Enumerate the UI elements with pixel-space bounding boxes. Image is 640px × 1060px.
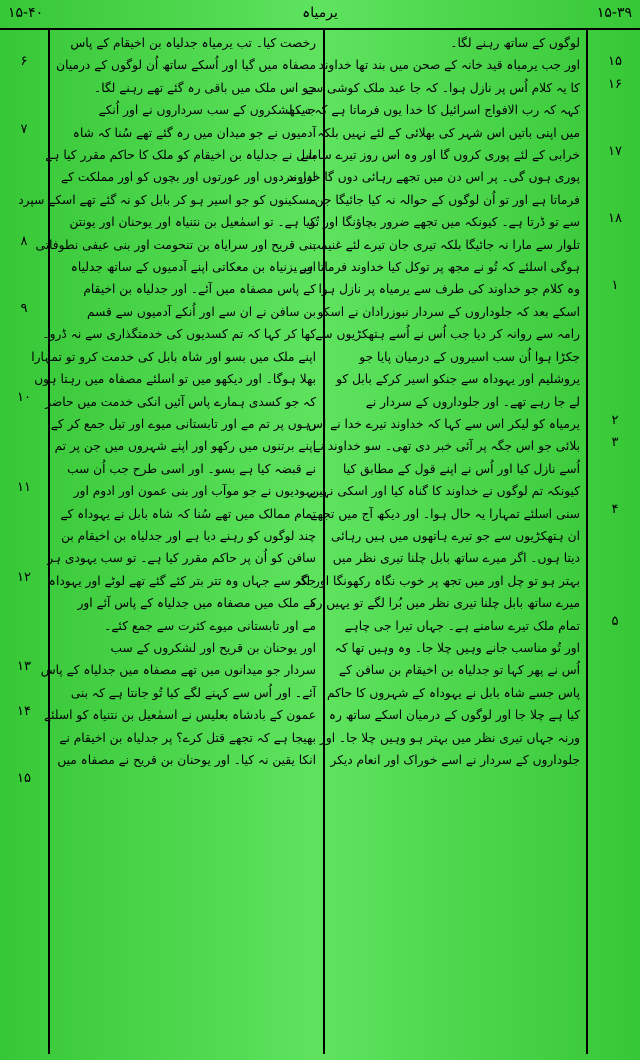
- text-line: اور مردوں اور عورتوں اور بچوں کو اور مملکت کے: [61, 170, 316, 185]
- text-line: فرماتا ہے اور تو اُن لوگوں کے حوالہ نہ کیا جائیگا جن: [314, 192, 580, 207]
- text-line: اور یزنیاہ بن معکاتی اپنے آدمیوں کے ساتھ جدلیاہ: [70, 260, 316, 275]
- verse-number: ۶: [20, 54, 28, 70]
- verse-number: ۳: [611, 435, 619, 451]
- text-line: جب لشکروں کے سب سرداروں نے اور اُنکے: [98, 103, 316, 118]
- text-line: میں اپنی باتیں اس شہر کی بھلائی کے لئے نہیں بلکہ: [317, 125, 580, 140]
- text-line: چند لوگوں کو رہنے دیا ہے اور جدلیاہ بن اخیقام بن: [61, 528, 316, 543]
- text-line: عمون کے بادشاہ بعلیس نے اسمٰعیل بن نتنیاہ کو اسلئے: [44, 708, 316, 723]
- right-chapter-range: ۱۵-۳۹: [596, 5, 632, 21]
- book-title: یرمیاہ: [302, 5, 338, 21]
- text-line: نے قبضہ کیا ہے بسو۔ اور اسی طرح جب اُن سب: [67, 461, 316, 476]
- left-verse-numbers: [4, 30, 44, 1054]
- text-line: کھا کر کہا کہ تم کسدیوں کی خدمتگذاری سے نہ ڈرو۔: [42, 327, 316, 342]
- text-line: رہوں پر تم مے اور تابستانی میوے اور تیل جمع کر کے: [50, 416, 316, 431]
- text-line: یروشلیم اور یہوداہ سے جنکو اسیر کرکے بابل کو: [336, 372, 580, 387]
- text-line: انکا یقین نہ کیا۔ اور یوحنان بن قریح نے مصفاہ میں: [57, 753, 316, 767]
- text-line: سافن کو اُن پر حاکم مقرر کیا ہے۔ تو سب یہودی ہر: [47, 551, 316, 566]
- text-line: بھیجا ہے کہ تجھے قتل کرے؟ پر جدلیاہ بن اخیقام نے: [59, 730, 316, 745]
- verse-number: ۱۴: [17, 704, 31, 719]
- text-line: بن سافن نے ان سے اور اُنکے آدمیوں سے قسم: [86, 304, 316, 319]
- text-line: سردار جو میدانوں میں تھے مصفاہ میں جدلیاہ کے پاس: [40, 663, 316, 678]
- text-line: میرے ساتھ بابل چلنا تیری نظر میں بُرا لگے تو یہیں رہ: [309, 596, 580, 611]
- text-line: مصفاہ میں گیا اور اُسکے ساتھ اُن لوگوں کے درمیان: [56, 58, 316, 73]
- text-line: لے جا رہے تھے۔ اور جلوداروں کے سردار نے: [365, 394, 580, 409]
- text-line: کے پاس مصفاہ میں آئے۔ اور جدلیاہ بن اخیقام: [83, 282, 316, 297]
- right-margin-divider: [586, 30, 588, 1054]
- text-line: اُس نے پھر کہا تو جدلیاہ بن اخیقام بن سافن کے: [338, 663, 580, 678]
- text-line: دیتا ہوں۔ اگر میرے ساتھ بابل چلنا تیری نظر میں: [332, 551, 580, 566]
- text-line: بھلا ہوگا۔ اور دیکھو میں تو اسلئے مصفاہ میں رہتا ہوں: [34, 372, 316, 387]
- right-verse-numbers: [594, 30, 636, 1054]
- text-line: جکڑا ہوا اُن سب اسیروں کے درمیان پایا جو: [359, 349, 580, 364]
- text-line: بلائی جو اس جگہ پر آئی خبر دی تھی۔ سو خداوند نے: [313, 439, 580, 454]
- verse-number: ۸: [20, 233, 28, 249]
- text-line: کا یہ کلام اُس پر نازل ہوا۔ کہ جا عبد ملک کوشی سے: [305, 80, 580, 95]
- text-line: اُسے نازل کیا اور اُس نے اپنے قول کے مطابق کیا: [343, 461, 580, 476]
- text-line: کہ جو کسدی ہمارے پاس آئیں انکی خدمت میں حاضر: [45, 394, 316, 409]
- text-line: یرمیاہ کو لیکر اس سے کہا کہ خداوند تیرے خدا نے اس: [308, 416, 580, 431]
- left-chapter-range: ۱۵-۴۰: [8, 5, 44, 21]
- verse-number: ۱۶: [608, 76, 622, 92]
- text-line: ان ہتھکڑیوں سے جو تیرے ہاتھوں میں ہیں رہائی: [331, 528, 580, 543]
- right-text-column: [287, 32, 580, 1054]
- text-line: ہوگی اسلئے کہ تُو نے مجھ پر توکل کیا خداوند فرماتا ہے۔: [291, 260, 580, 275]
- text-line: کیونکہ تم لوگوں نے خداوند کا گناہ کیا اور اسکی نہیں: [309, 484, 580, 499]
- verse-number: ۲: [611, 412, 619, 428]
- text-line: وہ کلام جو خداوند کی طرف سے یرمیاہ پر نازل ہوا: [318, 282, 580, 297]
- verse-number: ۱۸: [608, 211, 622, 227]
- verse-number: ۹: [20, 300, 28, 316]
- text-line: کیا ہے۔ تو اسمٰعیل بن نتنیاہ اور یوحنان اور یونتن: [69, 215, 316, 230]
- text-line: اور جب یرمیاہ قید خانہ کے صحن میں بند تھا خداوند: [318, 58, 580, 73]
- text-line: تمام ممالک میں تھے سُنا کہ شاہ بابل نے یہوداہ کے: [60, 506, 316, 521]
- text-line: بنی قریح اور سرایاہ بن تنحومت اور بنی عیفی نطوفاتی: [35, 237, 316, 252]
- page-header: [0, 0, 640, 30]
- text-line: آئے۔ اور اُس سے کہنے لگے کیا تُو جانتا ہے کہ بنی: [70, 685, 316, 700]
- verse-number: ۱۰: [17, 390, 31, 406]
- text-line: لوگوں کے ساتھ رہنے لگا۔: [450, 36, 580, 50]
- text-line: تمام ملک تیرے سامنے ہے۔ جہاں تیرا جی چاہے: [344, 618, 580, 633]
- text-line: رامہ سے روانہ کر دیا جب اُس نے اُسے ہتھکڑیوں سے: [315, 327, 580, 342]
- text-line: آدمیوں نے جو میدان میں رہ گئے تھے سُنا کہ شاہ: [72, 125, 316, 140]
- text-line: جلوداروں کے سردار نے اسے خوراک اور انعام دیکر: [330, 753, 580, 767]
- verse-number: ۱۷: [608, 144, 622, 159]
- verse-number: ۱۱: [17, 480, 31, 495]
- text-line: کے ملک میں مصفاہ میں جدلیاہ کے پاس آئے اور: [77, 596, 316, 611]
- verse-number: ۱۳: [17, 659, 31, 675]
- text-line: اور تُو مناسب جانے وہیں چلا جا۔ وہ وہیں تھا کہ: [334, 640, 580, 655]
- text-line: سنی اسلئے تمہارا یہ حال ہوا۔ اور دیکھ آج میں تجھے: [310, 506, 580, 521]
- text-line: کیا ہے چلا جا اور لوگوں کے درمیان اسکے ساتھ رہ: [328, 708, 580, 723]
- text-line: پوری ہوں گی۔ پر اس دن میں تجھے رہائی دوں گا خداوند: [287, 170, 580, 185]
- text-line: مسکینوں کو جو اسیر ہو کر بابل کو نہ گئے تھے اسکے سپرد: [18, 192, 316, 207]
- text-line: ورنہ جہاں تیری نظر میں بہتر ہو وہیں چلا جا۔ اور: [319, 730, 580, 745]
- text-line: رخصت کیا۔ تب یرمیاہ جدلیاہ بن اخیقام کے پاس: [70, 36, 316, 50]
- text-line: جو اس ملک میں باقی رہ گئے تھے رہنے لگا۔: [94, 80, 316, 95]
- text-line: کہہ کہ رب الافواج اسرائیل کا خدا یوں فرماتا ہے کہ دیکھ: [287, 103, 580, 118]
- text-line: اپنے برتنوں میں رکھو اور اپنے شہروں میں جن پر تم: [54, 439, 316, 454]
- text-line: بابل نے جدلیاہ بن اخیقام کو ملک کا حاکم مقرر کیا ہے: [45, 148, 316, 163]
- text-line: اور یوحنان بن قریح اور لشکروں کے سب: [110, 640, 316, 655]
- text-line: پاس جسے شاہ بابل نے یہوداہ کے شہروں کا حاکم: [326, 685, 580, 700]
- left-margin-divider: [48, 30, 50, 1054]
- verse-number: ۱۵: [17, 771, 31, 787]
- text-line: مے اور تابستانی میوے کثرت سے جمع کئے۔: [104, 618, 316, 633]
- text-line: بہتر ہو تو چل اور میں تجھ پر خوب نگاہ رکھونگا اور اگر: [294, 573, 580, 588]
- verse-number: ۱: [611, 278, 619, 294]
- text-line: تلوار سے مارا نہ جائیگا بلکہ تیری جان تیرے لئے غنیمت: [309, 237, 580, 252]
- verse-number: ۵: [611, 614, 619, 630]
- text-line: اسکے بعد کہ جلوداروں کے سردار نبوزرادان نے اسکو: [317, 304, 580, 319]
- verse-number: ۱۵: [608, 54, 622, 70]
- text-line: اپنے ملک میں بسو اور شاہ بابل کی خدمت کرو تو تمہارا: [31, 349, 316, 364]
- verse-number: ۴: [611, 502, 619, 518]
- text-line: جگہ سے جہاں وہ تتر بتر کئے گئے تھے لوٹے اور یہوداہ: [48, 573, 316, 588]
- text-line: یہودیوں نے جو موآب اور بنی عمون اور ادوم اور: [73, 484, 316, 499]
- verse-number: ۱۲: [17, 569, 31, 585]
- verse-number: ۷: [20, 121, 28, 137]
- text-line: سے تو ڈرتا ہے۔ کیونکہ میں تجھے ضرور بچاؤنگا اور تُو: [309, 215, 580, 230]
- text-line: خرابی کے لئے پوری کروں گا اور وہ اس روز تیرے سامنے: [300, 148, 580, 163]
